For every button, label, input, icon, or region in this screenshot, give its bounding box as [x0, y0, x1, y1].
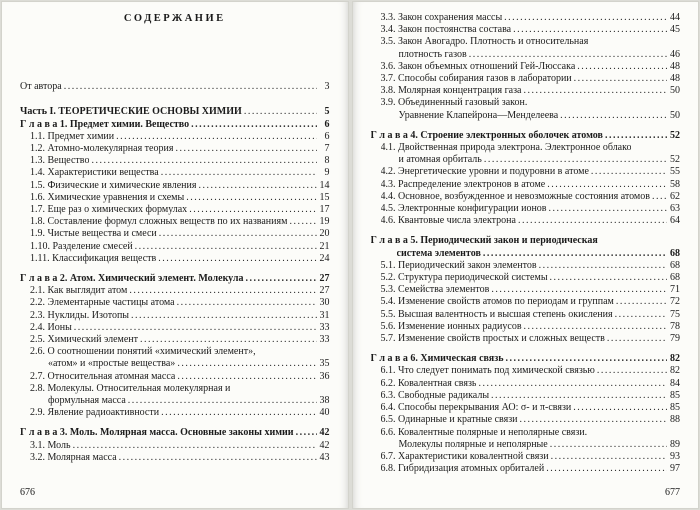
toc-entry-page: 52 [670, 129, 680, 141]
dot-leader [548, 439, 667, 451]
toc-entry [381, 333, 681, 345]
dot-leader [242, 106, 317, 118]
dot-leader [489, 390, 667, 402]
toc-entry-text: 3.1. Моль [30, 439, 71, 451]
toc-entry-text: 1.10. Разделение смесей [30, 240, 133, 252]
toc-entry-text: Часть I. ТЕОРЕТИЧЕСКИЕ ОСНОВЫ ХИМИИ [20, 106, 242, 118]
toc-entry-text: 5.7. Изменение свойств простых и сложных веществ [380, 333, 605, 345]
toc-entry [30, 167, 330, 179]
toc-entry-page: 71 [670, 284, 680, 296]
toc-entry [381, 451, 681, 463]
toc-entry [30, 322, 330, 334]
dot-leader [133, 241, 317, 253]
toc-entry-text: 5.2. Структура периодической системы [380, 272, 548, 284]
dot-leader [481, 248, 667, 260]
toc-entry-text: 6.8. Гибридизация атомных орбиталей [380, 463, 545, 475]
toc-entry-page: 21 [319, 240, 330, 252]
toc-entry [381, 12, 681, 24]
toc-entry-text: Г л а в а 4. Строение электронных оболочек атомов [370, 129, 603, 141]
toc-entry-text: 4.5. Электронные конфигурации ионов [380, 203, 547, 215]
toc-entry [381, 85, 681, 97]
toc-entry-page: 48 [670, 73, 680, 85]
toc-entry [30, 155, 330, 167]
dot-leader [504, 353, 667, 365]
dot-leader [62, 81, 317, 93]
dot-leader [89, 155, 316, 167]
toc-entry-text: 6.3. Свободные радикалы [380, 389, 490, 401]
dot-leader [613, 309, 667, 321]
toc-entry [30, 216, 330, 228]
dot-leader [575, 61, 667, 73]
toc-entry-text: 5.6. Изменение ионных радиусов [380, 320, 522, 332]
toc-entry-page: 84 [670, 377, 680, 389]
toc-entry-text: «атом» и «простые вещества» [48, 358, 176, 370]
toc-entry-page: 93 [670, 450, 680, 462]
toc-entry [381, 390, 681, 402]
dot-leader [511, 24, 667, 36]
dot-leader [595, 365, 667, 377]
toc-entry [381, 309, 681, 321]
toc-entry-text: 4.1. Двойственная природа электрона. Электронное облако [380, 142, 632, 154]
toc-entry [381, 272, 681, 284]
toc-entry [381, 142, 681, 166]
toc-entry [381, 284, 681, 296]
dot-leader [482, 154, 667, 166]
toc-entry [30, 241, 330, 253]
dot-leader [476, 378, 667, 390]
dot-leader [196, 180, 316, 192]
toc-entry-page: 97 [670, 463, 680, 475]
dot-leader [522, 85, 668, 97]
dot-leader [502, 12, 667, 24]
toc-entry [381, 296, 681, 308]
toc-entry-text: Г л а в а 5. Периодический закон и периодическая [370, 235, 598, 247]
toc-entry-page: 42 [319, 427, 330, 439]
toc-entry-text: 3.8. Молярная концентрация газа [380, 85, 522, 97]
toc-entry [30, 346, 330, 370]
toc-chapter-entry [20, 119, 330, 131]
dot-leader [467, 49, 667, 61]
toc-entry-page: 63 [670, 203, 680, 215]
toc-entry-text: формульная масса [48, 395, 126, 407]
toc-entry-page: 46 [670, 48, 680, 60]
toc-entry-page: 52 [670, 154, 680, 166]
toc-entry-text: система элементов [396, 247, 481, 259]
toc-entry-text: 5.5. Высшая валентность и высшая степень окисления [380, 308, 613, 320]
dot-leader [544, 463, 667, 475]
toc-entry-page: 27 [319, 273, 330, 285]
toc-entry-text: 1.9. Чистые вещества и смеси [30, 228, 157, 240]
toc-entry-text: От автора [20, 81, 62, 93]
toc-entry-text: 3.3. Закон сохранения массы [380, 12, 503, 23]
dot-leader [522, 321, 667, 333]
toc-entry-page: 35 [319, 358, 330, 370]
toc-entry-page: 72 [670, 296, 680, 308]
right-page [352, 1, 700, 509]
toc-chapter-entry [20, 273, 330, 285]
toc-entry-text: Уравнение Клапейрона—Менделеева [398, 109, 559, 121]
toc-entry [381, 260, 681, 272]
toc-entry-text: 3.5. Закон Авогадро. Плотность и относительная [380, 36, 589, 48]
toc-entry-page: 24 [319, 252, 330, 264]
toc-entry-page: 50 [670, 109, 680, 121]
toc-entry-text: 3.4. Закон постоянства состава [380, 24, 512, 36]
dot-leader [157, 228, 317, 240]
toc-chapter-entry [371, 353, 681, 365]
dot-leader [537, 260, 667, 272]
dot-leader [614, 296, 667, 308]
toc-entry-page: 44 [670, 12, 680, 23]
toc-entry-text: 2.8. Молекулы. Относительная молекулярная и [30, 382, 231, 394]
toc-entry-text: Г л а в а 1. Предмет химии. Вещество [20, 118, 190, 130]
toc-entry-text: Молекулы полярные и неполярные [398, 438, 548, 450]
toc-entry [381, 61, 681, 73]
toc-entries-right [371, 12, 681, 475]
toc-entry-text: 6.4. Способы перекрывания АО: σ- и π-связи [380, 402, 572, 414]
toc-entry [30, 228, 330, 240]
toc-heading: СОДЕРЖАНИЕ [123, 13, 226, 24]
toc-entry [30, 253, 330, 265]
toc-entry [381, 73, 681, 85]
toc-part-entry [20, 106, 330, 118]
toc-entry-page: 82 [670, 365, 680, 377]
page-number-right: 677 [665, 486, 680, 498]
toc-entry-text: 5.4. Изменение свойств атомов по периодам и группам [380, 296, 614, 308]
toc-entry-page: 82 [670, 353, 680, 365]
toc-entry-text: плотность газов [398, 48, 467, 60]
toc-entry [30, 180, 330, 192]
toc-entry-page: 8 [324, 155, 330, 167]
toc-entry-text: 2.3. Нуклиды. Изотопы [30, 309, 130, 321]
dot-leader [129, 310, 316, 322]
dot-leader [518, 414, 667, 426]
dot-leader [603, 130, 667, 142]
toc-entry-text: 1.5. Физические и химические явления [30, 179, 197, 191]
toc-entry-page: 75 [670, 308, 680, 320]
toc-entry-text: 1.11. Классификация веществ [30, 252, 157, 264]
toc-entry-text: 1.6. Химические уравнения и схемы [30, 191, 185, 203]
toc-entry-page: 6 [324, 130, 330, 142]
toc-entry [381, 166, 681, 178]
toc-entry-page: 50 [670, 85, 680, 97]
toc-entry-text: Г л а в а 3. Моль. Молярная масса. Основные законы химии [20, 427, 294, 439]
toc-entry-text: 2.7. Относительная атомная масса [30, 370, 176, 382]
dot-leader [173, 143, 316, 155]
toc-entry-text: 2.2. Элементарные частицы атома [30, 297, 175, 309]
dot-leader [187, 204, 316, 216]
toc-entry-text: 1.7. Еще раз о химических формулах [30, 204, 188, 216]
toc-entry-text: 6.5. Одинарные и кратные связи [380, 414, 518, 426]
toc-entry-text: 3.6. Закон объемных отношений Гей-Люссака [380, 60, 576, 72]
toc-intro-entry [20, 81, 330, 93]
toc-entry-page: 85 [670, 389, 680, 401]
toc-entry-text: 1.3. Вещество [30, 155, 90, 167]
toc-entry-text: 6.7. Характеристики ковалентной связи [380, 450, 549, 462]
toc-entry-page: 33 [319, 334, 330, 346]
toc-entry-page: 48 [670, 60, 680, 72]
toc-entry [30, 383, 330, 407]
toc-entry [381, 36, 681, 60]
dot-leader [156, 253, 316, 265]
toc-entry-page: 45 [670, 24, 680, 36]
dot-leader [189, 119, 316, 131]
toc-entry [30, 440, 330, 452]
toc-entry [381, 402, 681, 414]
dot-leader [650, 191, 667, 203]
toc-entry-page: 9 [324, 167, 330, 179]
toc-entry-text: 1.4. Характеристики вещества [30, 167, 159, 179]
toc-entry [30, 285, 330, 297]
toc-entry [381, 179, 681, 191]
toc-entry-text: 2.1. Как выглядит атом [30, 285, 128, 297]
toc-entry-page: 40 [319, 407, 330, 419]
toc-entry-text: 4.3. Распределение электронов в атоме [380, 178, 546, 190]
toc-entry [381, 191, 681, 203]
dot-leader [489, 284, 667, 296]
dot-leader [71, 440, 317, 452]
toc-entry-text: 3.2. Молярная масса [30, 451, 117, 463]
toc-entry-page: 43 [319, 451, 330, 463]
dot-leader [117, 452, 317, 464]
toc-entry-page: 5 [324, 106, 330, 118]
toc-entry-page: 68 [670, 259, 680, 271]
toc-entry-page: 79 [670, 333, 680, 345]
dot-leader [159, 167, 317, 179]
toc-entry-text: 2.4. Ионы [30, 321, 72, 333]
toc-entry [30, 310, 330, 322]
toc-entry-page: 62 [670, 190, 680, 202]
toc-entry-page: 38 [319, 395, 330, 407]
toc-entry [30, 204, 330, 216]
toc-entry-text: 4.6. Квантовые числа электрона [380, 215, 516, 227]
toc-entry-page: 30 [319, 297, 330, 309]
toc-entry-page: 14 [319, 179, 330, 191]
toc-entry-text: 2.6. О соотношении понятий «химический элемент», [30, 346, 256, 358]
toc-entry-page: 68 [670, 272, 680, 284]
toc-entry [30, 192, 330, 204]
toc-entry-page: 7 [324, 143, 330, 155]
toc-entry [30, 452, 330, 464]
toc-entry-page: 3 [324, 81, 330, 93]
toc-entry [381, 427, 681, 451]
toc-entry-text: 4.4. Основное, возбужденное и невозможные состояния атомов [380, 190, 650, 202]
toc-entry-text: и атомная орбиталь [398, 154, 482, 166]
toc-entry-page: 20 [319, 228, 330, 240]
dot-leader [605, 333, 667, 345]
toc-entry-page: 55 [670, 166, 680, 178]
toc-entry-text: 3.9. Объединенный газовый закон. [380, 97, 528, 109]
toc-entry-page: 89 [670, 438, 680, 450]
left-page [1, 1, 349, 509]
dot-leader [287, 216, 316, 228]
toc-entry-text: 6.1. Что следует понимать под химической связью [380, 365, 595, 377]
toc-chapter-entry [371, 235, 681, 259]
dot-leader [72, 322, 317, 334]
toc-entry-text: 1.8. Составление формул сложных веществ по их названиям [30, 216, 288, 228]
toc-entry [381, 414, 681, 426]
toc-entry-page: 17 [319, 204, 330, 216]
toc-entry-page: 36 [319, 370, 330, 382]
toc-entry-page: 15 [319, 191, 330, 203]
dot-leader [571, 402, 667, 414]
toc-entry-text: 2.5. Химический элемент [30, 334, 138, 346]
toc-entry [381, 321, 681, 333]
dot-leader [294, 427, 317, 439]
toc-entry-text: Г л а в а 6. Химическая связь [370, 353, 504, 365]
toc-entry-page: 42 [319, 439, 330, 451]
toc-entry-text: 3.7. Способы собирания газов в лаборатории [380, 73, 572, 85]
dot-leader [184, 192, 316, 204]
toc-entry-text: Г л а в а 2. Атом. Химический элемент. Молекула [20, 273, 244, 285]
toc-entry-page: 33 [319, 321, 330, 333]
toc-entry [381, 203, 681, 215]
toc-entry-page: 19 [319, 216, 330, 228]
page-number-left: 676 [20, 486, 35, 498]
dot-leader [159, 407, 316, 419]
toc-entry-page: 68 [670, 247, 680, 259]
dot-leader [244, 273, 317, 285]
toc-entry-page: 58 [670, 178, 680, 190]
toc-entry-text: 2.9. Явление радиоактивности [30, 407, 160, 419]
toc-entry [381, 215, 681, 227]
toc-entry [30, 143, 330, 155]
toc-entry [381, 24, 681, 36]
toc-entry [381, 97, 681, 121]
dot-leader [548, 272, 667, 284]
dot-leader [127, 285, 316, 297]
toc-entry [381, 463, 681, 475]
toc-entry-text: 4.2. Энергетические уровни и подуровни в атоме [380, 166, 589, 178]
toc-entry [30, 334, 330, 346]
dot-leader [545, 179, 667, 191]
dot-leader [175, 297, 317, 309]
toc-entry-page: 88 [670, 414, 680, 426]
dot-leader [126, 395, 317, 407]
toc-entry [381, 378, 681, 390]
toc-entry-text: 1.1. Предмет химии [30, 130, 115, 142]
dot-leader [589, 166, 667, 178]
dot-leader [549, 451, 667, 463]
dot-leader [114, 131, 316, 143]
toc-entries-left [20, 81, 330, 464]
toc-entry-page: 31 [319, 309, 330, 321]
toc-entry-page: 78 [670, 320, 680, 332]
toc-entry-page: 27 [319, 285, 330, 297]
dot-leader [175, 371, 316, 383]
toc-entry [30, 407, 330, 419]
dot-leader [572, 73, 667, 85]
toc-entry-text: 1.2. Атомно-молекулярная теория [30, 143, 174, 155]
toc-entry-page: 85 [670, 402, 680, 414]
toc-entry-text: 5.3. Семейства элементов [380, 284, 490, 296]
dot-leader [547, 203, 667, 215]
toc-entry-page: 64 [670, 215, 680, 227]
dot-leader [175, 358, 316, 370]
toc-entry [381, 365, 681, 377]
toc-entry-text: 5.1. Периодический закон элементов [380, 259, 537, 271]
toc-entry [30, 371, 330, 383]
toc-entry-text: 6.6. Ковалентные полярные и неполярные связи. [380, 426, 588, 438]
toc-chapter-entry [20, 427, 330, 439]
toc-entry [30, 297, 330, 309]
dot-leader [516, 215, 667, 227]
toc-entry [30, 131, 330, 143]
toc-entry-text: 6.2. Ковалентная связь [380, 377, 477, 389]
dot-leader [558, 110, 667, 122]
toc-entry-page: 6 [324, 118, 330, 130]
dot-leader [138, 334, 317, 346]
toc-chapter-entry [371, 130, 681, 142]
